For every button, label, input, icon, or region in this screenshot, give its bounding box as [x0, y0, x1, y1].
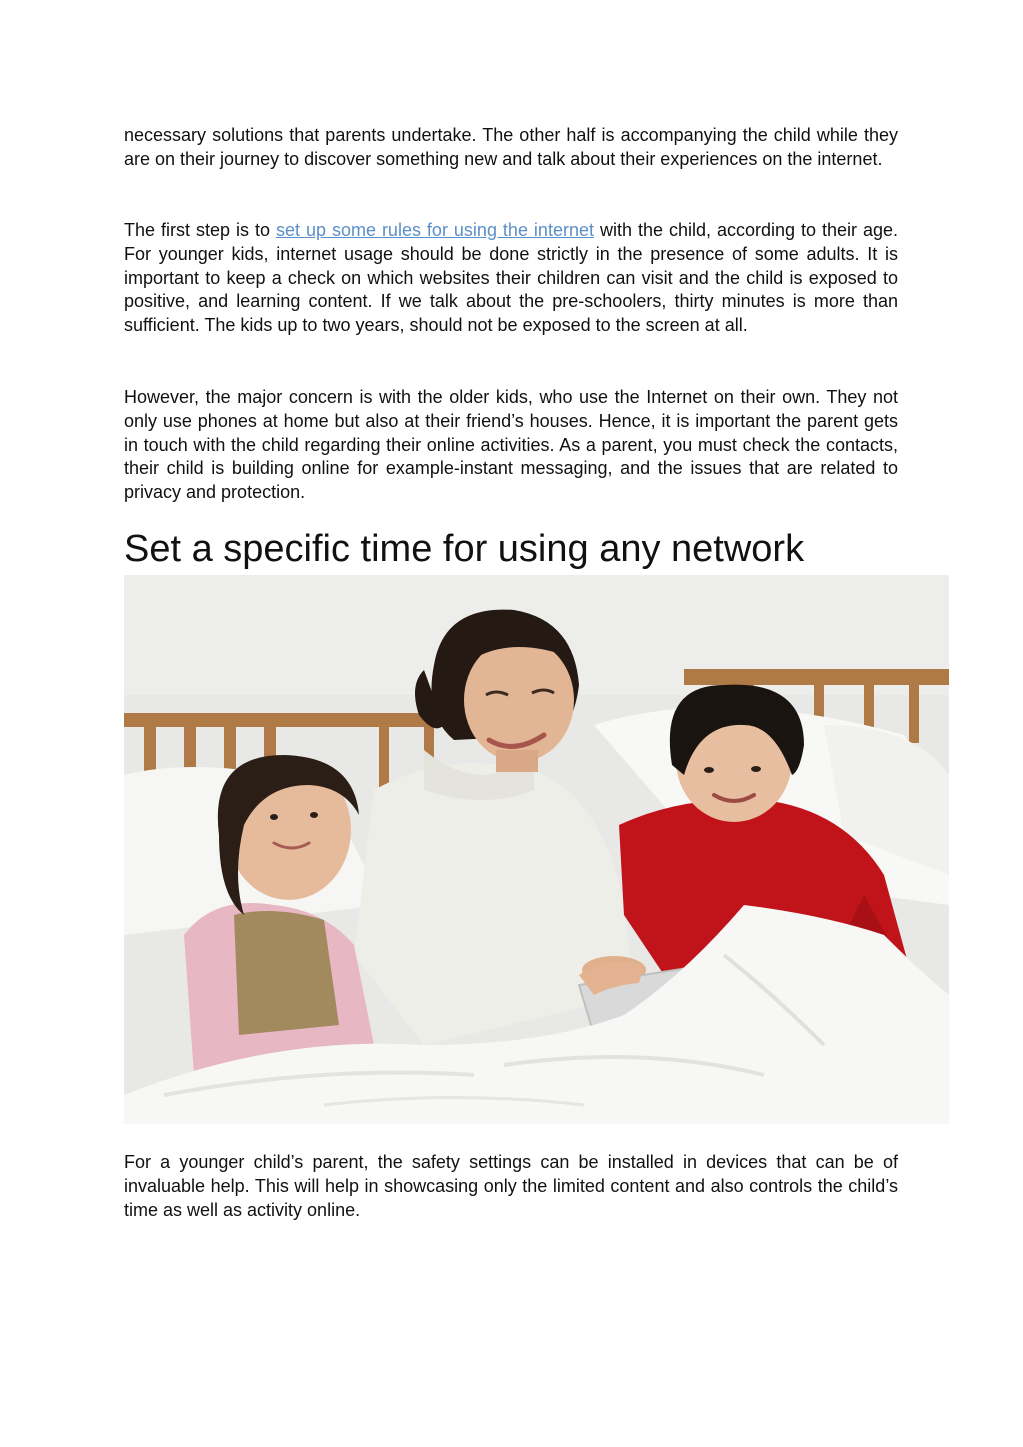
rules-link[interactable]: set up some rules for using the internet — [275, 220, 594, 240]
paragraph-intro: necessary solutions that parents undertake. The other half is accompanying the child while they are on their journey to discover something new and talk about their experiences on the internet. — [124, 125, 898, 169]
paragraph-rules-body: with the child, according to their age. For younger kids, internet usage should be done strictly in the presence of some adults. It is important to keep a check on which websites their children can visit and the child is exposed to positive, and learning content. If we talk about the pre-schoolers, thirty minutes is more than sufficient. The kids up to two years, should not be exposed to the screen at all. — [124, 220, 899, 336]
section-heading: Set a specific time for using any network — [124, 528, 805, 570]
paragraph-rules — [124, 219, 898, 338]
family-tablet-photo — [124, 575, 949, 1124]
paragraph-rules-lead: The first step is to — [124, 220, 276, 240]
paragraph-older-kids: However, the major concern is with the older kids, who use the Internet on their own. They not only use phones at home but also at their friend’s houses. Hence, it is important the parent gets in touch with the child regarding their online activities. As a parent, you must check the contacts, their child is building online for example-instant messaging, and the issues that are related to privacy and protection. — [124, 387, 898, 503]
photo-illustration — [124, 575, 949, 1124]
paragraph-safety-settings: For a younger child’s parent, the safety settings can be installed in devices that can be of invaluable help. This will help in showcasing only the limited content and also controls the child’s time as well as activity online. — [124, 1152, 898, 1220]
